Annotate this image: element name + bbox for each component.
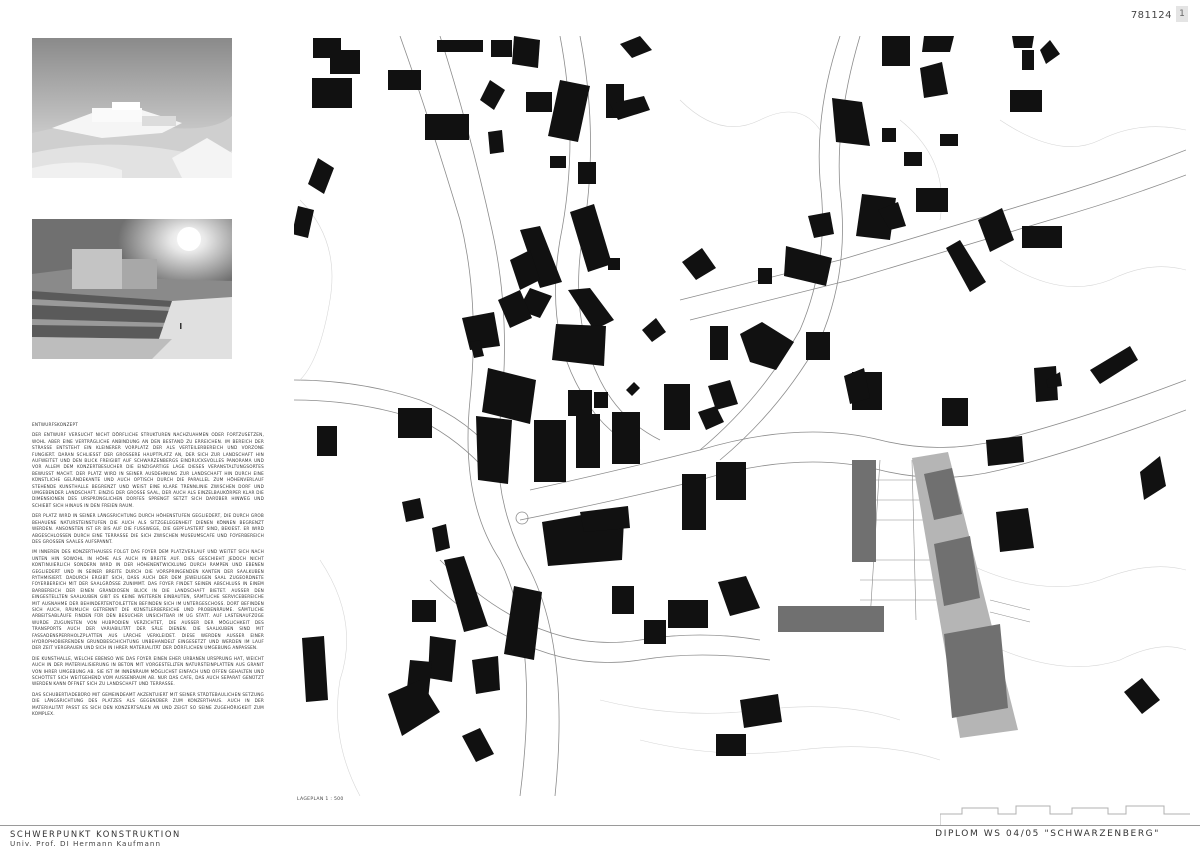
footer-project-title: DIPLOM WS 04/05 "SCHWARZENBERG": [935, 829, 1160, 839]
proposal-buildings: [778, 452, 1018, 738]
site-plan: [294, 36, 1186, 796]
footer-skyline-ornament: [940, 800, 1190, 826]
office-building: [778, 606, 884, 632]
footer-divider: [0, 825, 1200, 826]
existing-buildings: [294, 36, 1166, 762]
footer-professor: Univ. Prof. DI Hermann Kaufmann: [10, 839, 162, 848]
terrace-render: [32, 219, 232, 359]
footer-department: SCHWERPUNKT KONSTRUKTION: [10, 829, 181, 839]
concept-paragraph: DIE KUNSTHALLE, WELCHE EBENSO WIE DAS FOYER EINEN EHER URBANEN URSPRUNG HAT, WEICHT AUCH IN DER MATERIALISIERUNG IN BETON MIT VORGESTELLTEN NATURSTEINPLATTEN AUS GRANIT VON IHRER UMGEBUNG AB. SIE IST IM INNENRAUM MÖGLICHST EINFACH UND OFFEN GEHALTEN UND SCHOTTET SICH WEITGEHEND VOM AUSSENRAUM AB. NUR DAS CAFE, DAS AUCH SEPARAT GENÜTZT WERDEN KANN ÖFFNET SICH ZU LANDSCHAFT UND TERRASSE.: [32, 655, 264, 687]
art-hall: [852, 460, 876, 562]
concept-paragraph: DER ENTWURF VERSUCHT NICHT DÖRFLICHE STRUKTUREN NACHZUAHMEN ODER FORTZUSETZEN, WOHL ABER EINE VERTRÄGLICHE ANBINDUNG AN DEN BESTAND ZU ERREICHEN. IM BEREICH DER STRASSE ENTSTEHT EIN KLEINERER VORPLATZ DER ALS VERTEILERBEREICH UND VORZONE FUNGIERT. DARAN SCHLIESST DER GROSSERE HAUPTPLATZ AN, DER SICH ZUR LANDSCHAFT HIN AUFWEITET UND DEN BLICK FREIGIBT AUF SCHWARZENBERGS EINDRUCKSVOLLES PANORAMA UND VOR ALLEM DEM KONZERTBESUCHER DIE EINZIGARTIGE LAGE DIESES VERANSTALTUNGSORTES BEWUSST MACHT. DER PLATZ WIRD IN SEINER AUSDEHNUNG ZUR LANDSCHAFT HIN DURCH EINE KÜNSTLICHE GELÄNDEKANTE UND AUCH OPTISCH DURCH DIE PARALLEL ZUM HÖHENVERLAUF STEHENDE KUNSTHALLE BEGRENZT UND WEIST EINE KLARE TRENNLINIE ZWISCHEN DORF UND UMGEBENDER LANDSCHAFT. EINZIG DER GROSSE SAAL, DER AUCH ALS EINZELBAUKÖRPER KLAR DIE DIMENSIONEN DES URSPRÜNGLICHEN DORFES SPRENGT SETZT SICH DARÜBER HINWEG UND SCHIEBT SICH HINAUS IN DEN FREIEN RAUM.: [32, 432, 264, 508]
concept-paragraph: IM INNEREN DES KONZERTHAUSES FOLGT DAS FOYER DEM PLATZVERLAUF UND WEITET SICH NACH UNTEN HIN SOWOHL IN HÖHE ALS AUCH IN BREITE AUF. DIES GESCHIEHT JEDOCH NICHT KONTINUIERLICH SONDERN WIRD IN DER HÖHENENTWICKLUNG DURCH RAMPEN UND EBENEN GEGLIEDERT UND IN SEINER BREITE DURCH DIE VORSPRINGENDEN KANTEN DER SAALKUBEN RYTHMISIERT. DADURCH ERGIBT SICH, DASS AUCH DER DEM JEWEILIGEN SAAL ZUGEORDNETE FOYERBEREICH MIT DER SAALGRÖSSE ZUNIMMT. DAS FOYER FINDET SEINEN ABSCHLUSS IN EINEM BARBEREICH DER EINEN GRANDIOSEN BLICK IN DIE LANDSCHAFT BIETET. AUSSER DEN EINGESTELLTEN SAALKUBEN GIBT ES KEINE WEITEREN EINBAUTEN, SÄMTLICHE SERVICEBEREICHE MIT AUSNAHME DER BEHINDERTENTOILETTEN BEFINDEN SICH IM UNTERGESCHOSS. DORT BEFINDEN SICH AUCH, RÄUMLICH GETRENNT DIE KÜNSTLERBEREICHE UND PROBENRÄUME. SÄMTLICHE ARBEITSABLÄUFE FINDEN FÜR DEN BESUCHER UNSICHTBAR IM UG STATT. AUF LASTENAUFZÜGE WURDE ZUGUNSTEN VON HUBPODIEN VERZICHTET, DIE AUSSER DER MÖGLICHKEIT DES TRANSPORTS AUCH DER VARIABILITÄT DER SÄLE DIENEN. DIE SAALKUBEN SIND MIT FASSADENSPERRHOLZPLATTEN AUS LÄRCHE VERKLEIDET. DIESE WERDEN AUSSER EINER HYDROPHOBIERENDEN GRUNDBESCHICHTUNG UNBEHANDELT EINGESETZT UND WERDEN IM LAUF DER ZEIT VERGRAUEN UND SICH IN IHRER MATERIALITÄT DER DÖRFLICHEN UMGEBUNG ANPASSEN.: [32, 549, 264, 651]
concept-paragraph: DAS SCHUBERTIADEBÜRO MIT GEMEINDEAMT AKZENTUIERT MIT SEINER STÄDTEBAULICHEN SETZUNG DIE LÄNGSRICHTUNG DES PLATZES ALS GEGENÜBER ZUM KONZERTHAUS. AUCH IN DER MATERIALITÄT PASST ES SICH DEN KONZERTSÄLEN AN UND ZEIGT SO SEINE ZUGEHÖRIGKEIT ZUM KOMPLEX.: [32, 691, 264, 717]
concept-text: [32, 422, 264, 721]
concept-paragraph: DER PLATZ WIRD IN SEINER LÄNGSRICHTUNG DURCH HÖHENSTUFEN GEGLIEDERT, DIE DURCH GROB BEHAUENE NATURSTEINSTUFEN DIE AUCH ALS SITZGELEGENHEIT DIENEN KÖNNEN BEGRENZT WERDEN. ANSONSTEN IST ER BIS AUF DIE FUSSWEGE, DIE GEPFLASTERT SIND, BEKIEST. ER WIRD ABGESCHLOSSEN DURCH EINE TERRASSE DIE SICH ZWISCHEN MUSEUMSCAFE UND FOYERBEREICH DES GROSSEN SAALES AUFSPANNT.: [32, 513, 264, 544]
scale-label: LAGEPLAN 1 : 500: [297, 797, 344, 802]
sheet-number: 781124: [1130, 10, 1172, 21]
sheet-page-indicator: 1: [1176, 6, 1188, 22]
concept-heading: ENTWURFSKONZEPT: [32, 422, 78, 427]
hall-cube-large: [944, 624, 1008, 718]
aerial-render: [32, 38, 232, 178]
